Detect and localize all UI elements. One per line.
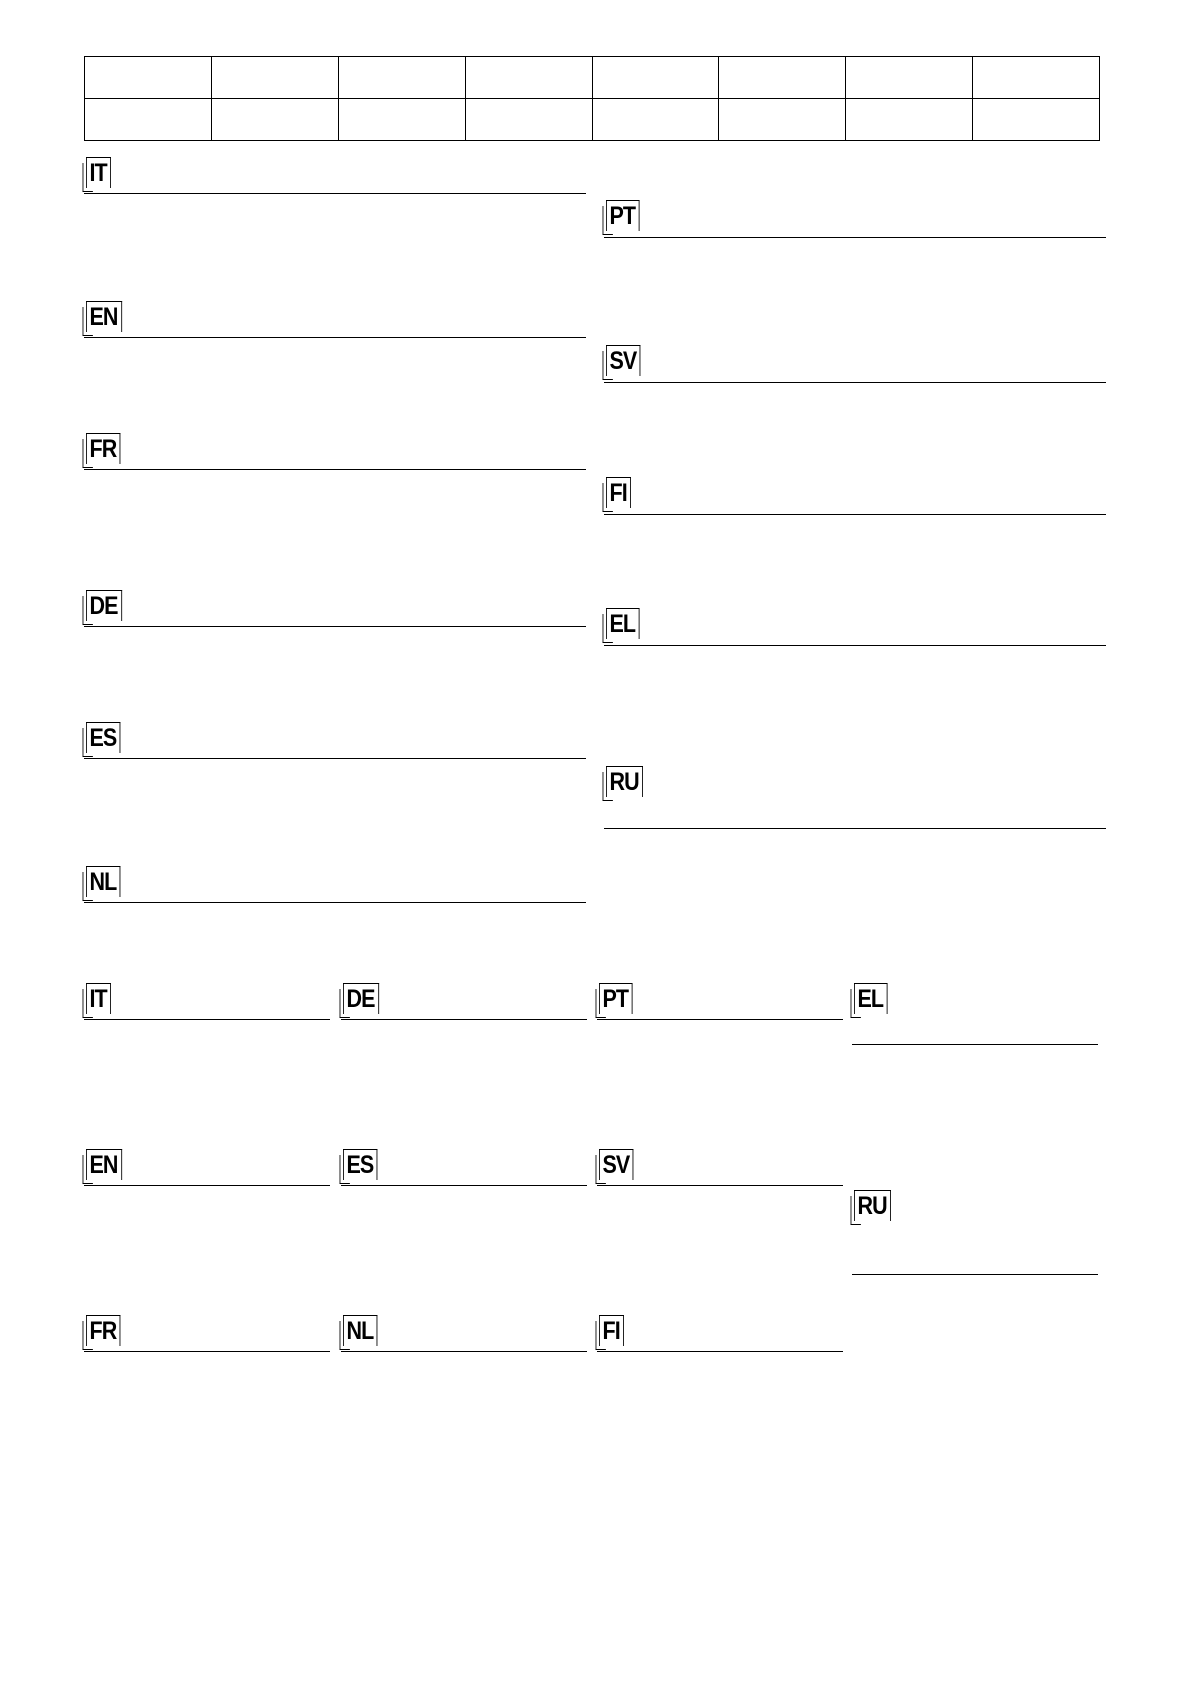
section-divider <box>84 193 586 194</box>
section-divider <box>852 1044 1098 1045</box>
section-it-upper <box>84 157 586 195</box>
section-sv-lower <box>597 1149 843 1187</box>
language-badge-it: IT <box>86 983 111 1014</box>
language-badge-es: ES <box>86 722 121 753</box>
section-ru-lower <box>852 1190 1098 1278</box>
section-divider <box>84 902 586 903</box>
section-divider <box>341 1351 587 1352</box>
section-fi-lower <box>597 1315 843 1353</box>
table-cell <box>719 99 846 141</box>
section-divider <box>84 1185 330 1186</box>
language-badge-pt: PT <box>599 983 632 1014</box>
section-divider <box>604 828 1106 829</box>
language-badge-fi: FI <box>599 1315 624 1346</box>
table-cell <box>338 99 465 141</box>
section-pt-upper <box>604 200 1106 238</box>
table-cell <box>465 99 592 141</box>
section-divider <box>84 469 586 470</box>
language-badge-en: EN <box>86 1149 122 1180</box>
section-divider <box>84 1351 330 1352</box>
section-divider <box>341 1185 587 1186</box>
table-cell <box>592 57 719 99</box>
language-badge-nl: NL <box>86 866 121 897</box>
language-badge-pt: PT <box>606 200 639 231</box>
section-pt-lower <box>597 983 843 1021</box>
table-cell <box>973 99 1100 141</box>
language-badge-fr: FR <box>86 433 121 464</box>
language-badge-sv: SV <box>606 345 641 376</box>
section-divider <box>597 1019 843 1020</box>
section-fi-upper <box>604 477 1106 515</box>
table-row <box>85 57 1100 99</box>
language-badge-ru: RU <box>606 766 643 797</box>
language-badge-it: IT <box>86 157 111 188</box>
section-divider <box>84 1019 330 1020</box>
header-grid-table <box>84 56 1100 141</box>
section-sv-upper <box>604 345 1106 383</box>
table-cell <box>211 99 338 141</box>
section-es-upper <box>84 722 586 760</box>
table-cell <box>719 57 846 99</box>
section-divider <box>604 382 1106 383</box>
section-divider <box>604 514 1106 515</box>
language-badge-fi: FI <box>606 477 631 508</box>
table-cell <box>211 57 338 99</box>
section-nl-lower <box>341 1315 587 1353</box>
section-divider <box>84 758 586 759</box>
section-ru-upper <box>604 766 1106 830</box>
section-divider <box>597 1351 843 1352</box>
table-cell <box>846 57 973 99</box>
section-divider <box>604 645 1106 646</box>
language-badge-el: EL <box>854 983 887 1014</box>
section-divider <box>597 1185 843 1186</box>
table-cell <box>85 99 212 141</box>
section-es-lower <box>341 1149 587 1187</box>
table-cell <box>85 57 212 99</box>
section-el-lower <box>852 983 1098 1047</box>
section-divider <box>604 237 1106 238</box>
language-badge-es: ES <box>343 1149 378 1180</box>
section-de-upper <box>84 590 586 628</box>
table-cell <box>592 99 719 141</box>
language-badge-nl: NL <box>343 1315 378 1346</box>
table-cell <box>465 57 592 99</box>
language-badge-de: DE <box>343 983 379 1014</box>
language-badge-ru: RU <box>854 1190 891 1221</box>
language-badge-en: EN <box>86 301 122 332</box>
section-divider <box>84 337 586 338</box>
section-divider <box>341 1019 587 1020</box>
section-fr-upper <box>84 433 586 471</box>
language-badge-el: EL <box>606 608 639 639</box>
table-row <box>85 99 1100 141</box>
language-badge-sv: SV <box>599 1149 634 1180</box>
section-nl-upper <box>84 866 586 904</box>
table-cell <box>338 57 465 99</box>
language-badge-de: DE <box>86 590 122 621</box>
table-cell <box>973 57 1100 99</box>
section-divider <box>84 626 586 627</box>
section-en-upper <box>84 301 586 339</box>
table-cell <box>846 99 973 141</box>
language-badge-fr: FR <box>86 1315 121 1346</box>
section-en-lower <box>84 1149 330 1187</box>
section-de-lower <box>341 983 587 1021</box>
section-fr-lower <box>84 1315 330 1353</box>
section-divider <box>852 1274 1098 1275</box>
section-el-upper <box>604 608 1106 646</box>
section-it-lower <box>84 983 330 1021</box>
